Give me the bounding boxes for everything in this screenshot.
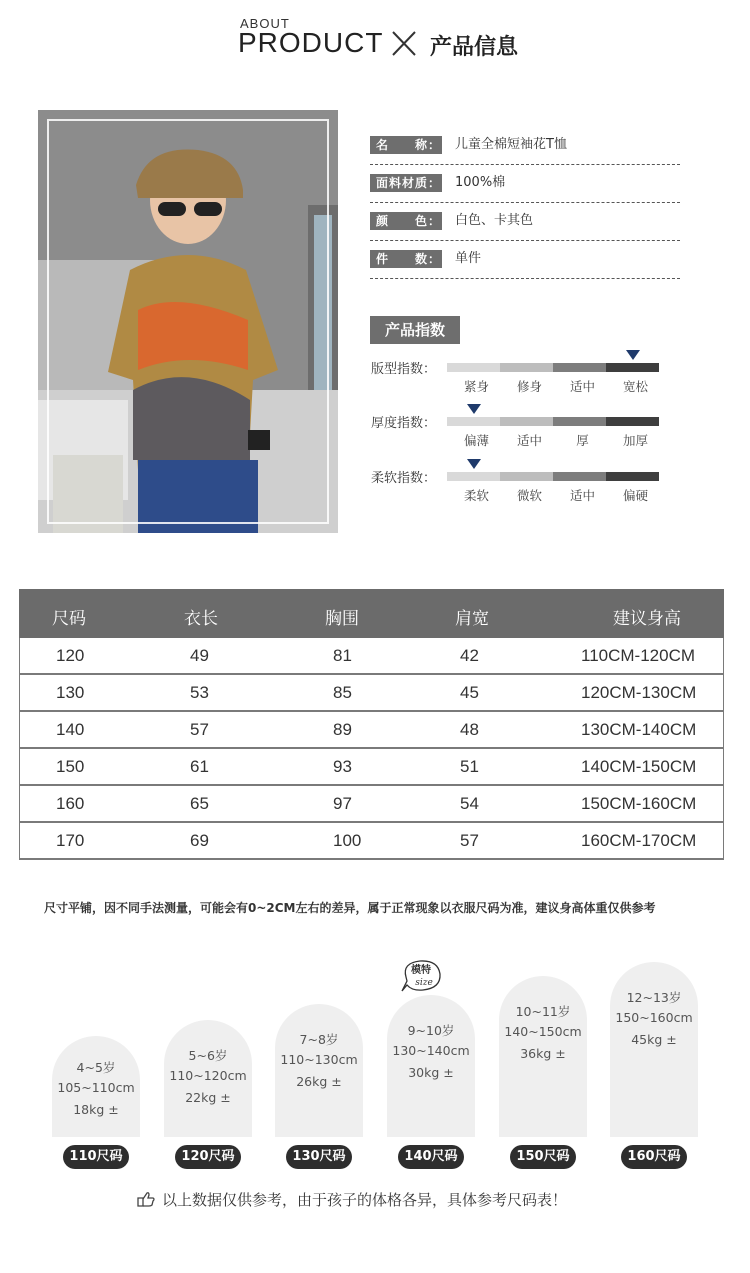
header-cell: 肩宽	[455, 609, 489, 629]
info-label: 颜 色：	[370, 212, 442, 230]
header-cell: 建议身高	[613, 609, 681, 629]
index-option-label: 适中	[569, 488, 595, 503]
index-option-label: 偏硬	[622, 488, 648, 503]
age-card-height: 140~150cm	[504, 1024, 582, 1039]
index-label-softness: 柔软指数：	[371, 471, 437, 486]
size-pill: 120尺码	[175, 1145, 241, 1169]
hand-point-icon	[136, 1190, 156, 1208]
age-card-age: 10~11岁	[515, 1004, 571, 1019]
age-card-height: 110~130cm	[280, 1052, 358, 1067]
badge-line1: 模特	[411, 965, 431, 976]
table-cell: 160CM-170CM	[581, 831, 697, 850]
table-cell: 81	[333, 646, 352, 665]
index-segment	[606, 363, 659, 372]
index-marker	[467, 459, 481, 469]
table-cell: 140	[56, 720, 85, 739]
index-option-label: 柔软	[463, 488, 489, 503]
age-card	[164, 1020, 252, 1137]
index-option-label: 微软	[516, 488, 542, 503]
info-label: 件 数：	[370, 250, 442, 268]
age-card-height: 110~120cm	[169, 1068, 247, 1083]
table-cell: 97	[333, 794, 352, 813]
age-card-weight: 36kg ±	[520, 1046, 566, 1061]
index-segment	[500, 363, 553, 372]
index-segment	[553, 472, 606, 481]
age-card	[52, 1036, 140, 1137]
index-option-label: 适中	[569, 379, 595, 394]
index-option-label: 厚	[576, 433, 589, 448]
age-card-age: 5~6岁	[188, 1048, 228, 1063]
table-cell: 61	[190, 757, 209, 776]
index-option-label: 适中	[516, 433, 542, 448]
table-row	[19, 712, 724, 749]
table-cell: 100	[333, 831, 362, 850]
index-segment	[447, 363, 500, 372]
index-segment	[447, 417, 500, 426]
age-card-height: 105~110cm	[57, 1080, 135, 1095]
index-marker	[626, 350, 640, 360]
table-cell: 160	[56, 794, 85, 813]
index-label-thickness: 厚度指数：	[371, 416, 437, 431]
table-cell: 69	[190, 831, 209, 850]
table-cell: 57	[190, 720, 209, 739]
table-row	[19, 638, 724, 675]
photo-frame	[47, 119, 329, 524]
age-card-height: 150~160cm	[615, 1010, 693, 1025]
info-label: 面料材质：	[370, 174, 442, 192]
header-about: ABOUT	[240, 16, 290, 31]
table-cell: 45	[460, 683, 479, 702]
size-pill: 130尺码	[286, 1145, 352, 1169]
age-card	[610, 962, 698, 1137]
age-card-weight: 22kg ±	[185, 1090, 231, 1105]
table-cell: 85	[333, 683, 352, 702]
table-row	[19, 749, 724, 786]
info-row-color	[370, 203, 680, 241]
info-value: 单件	[455, 251, 482, 266]
table-cell: 140CM-150CM	[581, 757, 697, 776]
info-label: 名 称：	[370, 136, 442, 154]
info-value: 白色、卡其色	[455, 213, 534, 228]
age-card-age: 12~13岁	[626, 990, 682, 1005]
index-option-label: 加厚	[622, 433, 648, 448]
age-card	[499, 976, 587, 1137]
size-pill: 110尺码	[63, 1145, 129, 1169]
info-row-material	[370, 165, 680, 203]
header-cell: 胸围	[325, 609, 359, 629]
table-cell: 65	[190, 794, 209, 813]
age-card-height: 130~140cm	[392, 1043, 470, 1058]
table-cell: 130	[56, 683, 85, 702]
size-pill: 140尺码	[398, 1145, 464, 1169]
index-option-label: 修身	[516, 379, 542, 394]
age-card-weight: 30kg ±	[408, 1065, 454, 1080]
info-row-name	[370, 127, 680, 165]
index-segment	[553, 363, 606, 372]
index-option-label: 宽松	[622, 379, 648, 394]
age-card-weight: 18kg ±	[73, 1102, 119, 1117]
index-option-label: 偏薄	[463, 433, 489, 448]
header-product: PRODUCT	[238, 27, 384, 58]
index-segment	[500, 472, 553, 481]
table-row	[19, 675, 724, 712]
index-segment	[606, 417, 659, 426]
table-cell: 120	[56, 646, 85, 665]
table-cell: 49	[190, 646, 209, 665]
info-value: 儿童全棉短袖花T恤	[455, 137, 567, 152]
table-cell: 110CM-120CM	[581, 646, 696, 665]
table-cell: 54	[460, 794, 479, 813]
size-table-header	[19, 589, 724, 638]
table-cell: 51	[460, 757, 479, 776]
age-card-weight: 45kg ±	[631, 1032, 677, 1047]
header-cell: 衣长	[184, 609, 218, 629]
badge-line2: size	[415, 978, 433, 988]
table-cell: 89	[333, 720, 352, 739]
table-cell: 57	[460, 831, 479, 850]
age-card-age: 4~5岁	[76, 1060, 116, 1075]
table-cell: 130CM-140CM	[581, 720, 697, 739]
cross-icon	[390, 28, 418, 58]
age-card-age: 7~8岁	[299, 1032, 339, 1047]
model-size-badge	[398, 957, 444, 995]
info-row-count	[370, 241, 680, 279]
index-segment	[606, 472, 659, 481]
table-cell: 53	[190, 683, 209, 702]
size-pill: 150尺码	[510, 1145, 576, 1169]
footer-note: 以上数据仅供参考，由于孩子的体格各异，具体参考尺码表！	[162, 1191, 568, 1209]
size-pill: 160尺码	[621, 1145, 687, 1169]
index-label-fit: 版型指数：	[371, 362, 437, 377]
index-option-label: 紧身	[463, 379, 489, 394]
table-cell: 120CM-130CM	[581, 683, 697, 702]
table-cell: 48	[460, 720, 479, 739]
index-marker	[467, 404, 481, 414]
header-title: 产品信息	[430, 35, 519, 60]
index-segment	[553, 417, 606, 426]
index-title: 产品指数	[370, 316, 460, 344]
index-segment	[447, 472, 500, 481]
header-cell: 尺码	[52, 609, 86, 629]
table-cell: 93	[333, 757, 352, 776]
info-value: 100%棉	[455, 175, 506, 190]
table-row	[19, 786, 724, 823]
table-cell: 150	[56, 757, 85, 776]
table-cell: 42	[460, 646, 479, 665]
measurement-note: 尺寸平铺，因不同手法测量，可能会有0~2CM左右的差异，属于正常现象以衣服尺码为准，建议身高体重仅供参考	[44, 901, 656, 915]
age-card-weight: 26kg ±	[296, 1074, 342, 1089]
table-row	[19, 823, 724, 860]
age-card	[275, 1004, 363, 1137]
age-card-age: 9~10岁	[407, 1023, 455, 1038]
table-cell: 150CM-160CM	[581, 794, 697, 813]
index-segment	[500, 417, 553, 426]
age-card	[387, 995, 475, 1137]
table-cell: 170	[56, 831, 85, 850]
